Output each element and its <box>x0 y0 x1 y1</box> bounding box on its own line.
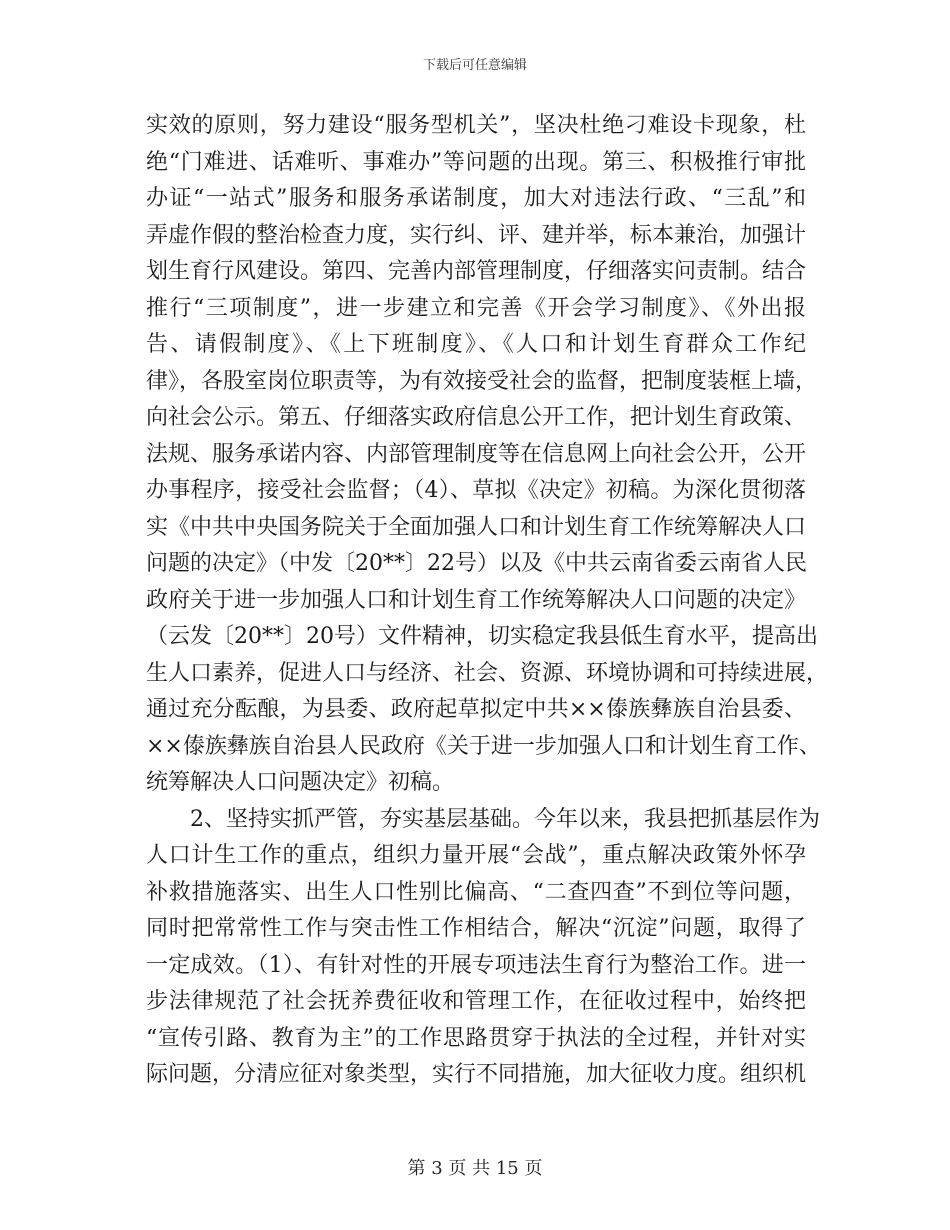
text-line: 同时把常常性工作与突击性工作相结合，解决“沉淀”问题，取得了 <box>146 916 806 941</box>
text-line: 划生育行风建设。第四、完善内部管理制度，仔细落实问责制。结合 <box>146 259 807 284</box>
text-line: 弄虚作假的整治检查力度，实行纠、评、建并举，标本兼治，加强计 <box>146 222 807 248</box>
text-line: 步法律规范了社会抚养费征收和管理工作，在征收过程中，始终把 <box>146 989 806 1014</box>
paragraph-start-line: 2、坚持实抓严管，夯实基层基础。今年以来，我县把抓基层作为 <box>190 806 820 832</box>
text-line: 绝“门难进、话难听、事难办”等问题的出现。第三、积极推行审批 <box>146 149 806 175</box>
text-line: 统筹解决人口问题决定》初稿。 <box>146 770 455 795</box>
text-line: 一定成效。（1）、有针对性的开展专项违法生育行为整治工作。进一 <box>146 952 806 978</box>
text-line: 告、请假制度》、《上下班制度》、《人口和计划生育群众工作纪 <box>146 332 806 357</box>
text-line: 人口计生工作的重点，组织力量开展“会战”，重点解决政策外怀孕 <box>146 843 806 868</box>
header-note: 下载后可任意编辑 <box>422 58 527 73</box>
text-line: “宣传引路、教育为主”的工作思路贯穿于执法的全过程，并针对实 <box>146 1025 806 1051</box>
text-line: 推行“三项制度”，进一步建立和完善《开会学习制度》、《外出报 <box>146 295 806 321</box>
page-number: 第 3 页 共 15 页 <box>407 1158 543 1179</box>
text-line: （云发〔20**〕20号）文件精神，切实稳定我县低生育水平，提高出 <box>146 624 818 649</box>
body-text <box>146 108 829 1094</box>
text-line: 通过充分酝酿，为县委、政府起草拟定中共××傣族彝族自治县委、 <box>146 697 806 722</box>
text-line: 向社会公示。第五、仔细落实政府信息公开工作，把计划生育政策、 <box>146 405 807 430</box>
text-line: 际问题，分清应征对象类型，实行不同措施，加大征收力度。组织机 <box>146 1062 807 1087</box>
text-line: ××傣族彝族自治县人民政府《关于进一步加强人口和计划生育工作、 <box>146 733 821 759</box>
text-line: 办事程序，接受社会监督；（4）、草拟《决定》初稿。为深化贯彻落 <box>146 478 806 503</box>
text-line: 律》，各股室岗位职责等，为有效接受社会的监督，把制度装框上墙， <box>146 368 818 394</box>
text-line: 问题的决定》（中发〔20**〕22号）以及《中共云南省委云南省人民 <box>146 551 807 576</box>
text-line: 办证“一站式”服务和服务承诺制度，加大对违法行政、“三乱”和 <box>146 186 806 211</box>
text-line: 实效的原则，努力建设“服务型机关”，坚决杜绝刁难设卡现象，杜 <box>146 113 806 138</box>
text-line: 法规、服务承诺内容、内部管理制度等在信息网上向社会公开，公开 <box>146 441 807 467</box>
text-line: 补救措施落实、出生人口性别比偏高、“二查四查”不到位等问题， <box>146 879 806 905</box>
text-line: 生人口素养，促进人口与经济、社会、资源、环境协调和可持续进展， <box>146 660 829 686</box>
text-line: 政府关于进一步加强人口和计划生育工作统筹解决人口问题的决定》 <box>146 587 807 613</box>
text-line: 实《中共中央国务院关于全面加强人口和计划生育工作统筹解决人口 <box>146 514 807 540</box>
